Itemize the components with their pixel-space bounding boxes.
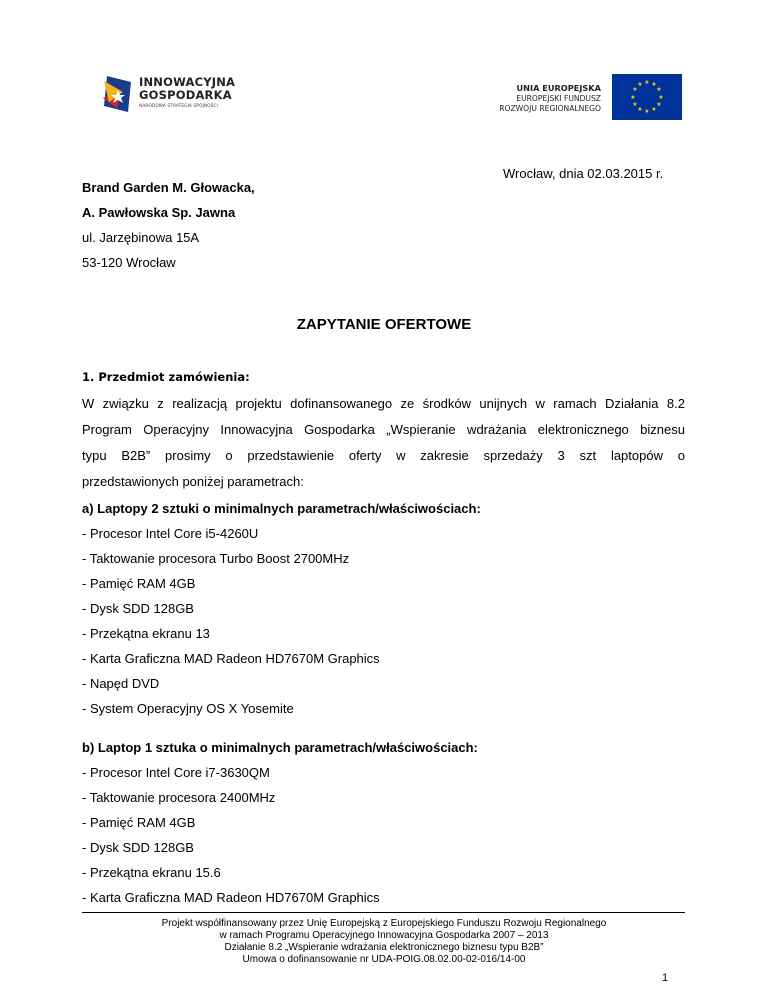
logo-title-line-1: INNOWACYJNA: [139, 75, 236, 89]
spec-item: - Napęd DVD: [82, 676, 160, 691]
spec-item: - Dysk SDD 128GB: [82, 840, 194, 855]
spec-item: - Dysk SDD 128GB: [82, 601, 194, 616]
svg-text:★: ★: [651, 106, 657, 113]
section-1-intro: [82, 391, 685, 495]
svg-text:★: ★: [656, 101, 662, 108]
logo-subtitle: NARODOWA STRATEGIA SPÓJNOŚCI: [139, 104, 218, 109]
section-1-heading: 1. Przedmiot zamówienia:: [82, 370, 250, 384]
svg-text:★: ★: [630, 94, 636, 101]
svg-text:★: ★: [656, 86, 662, 93]
ig-logo-mark-icon: [101, 72, 135, 116]
logo-title-line-2: GOSPODARKA: [139, 88, 232, 102]
intro-line: Program Operacyjny Innowacyjna Gospodarka „Wspieranie wdrażania elektronicznego biznesu: [82, 422, 685, 437]
svg-text:★: ★: [637, 81, 643, 88]
svg-text:★: ★: [632, 86, 638, 93]
group-b-heading: b) Laptop 1 sztuka o minimalnych parametrach/właściwościach:: [82, 740, 478, 755]
eu-fund-line: EUROPEJSKI FUNDUSZ: [516, 93, 601, 103]
svg-text:★: ★: [632, 101, 638, 108]
eu-fund-logo-text: [499, 83, 601, 115]
intro-line: W związku z realizacją projektu dofinansowanego ze środków unijnych w ramach Działania 8.2: [82, 396, 685, 411]
sender-city: 53-120 Wrocław: [82, 255, 176, 270]
spec-item: - Karta Graficzna MAD Radeon HD7670M Graphics: [82, 651, 380, 666]
spec-item: - Karta Graficzna MAD Radeon HD7670M Graphics: [82, 890, 380, 905]
spec-item: - Taktowanie procesora Turbo Boost 2700MHz: [82, 551, 350, 566]
spec-item: - System Operacyjny OS X Yosemite: [82, 701, 294, 716]
eu-flag-icon: [612, 74, 682, 120]
spec-item: - Procesor Intel Core i5-4260U: [82, 526, 259, 541]
spec-item: - Pamięć RAM 4GB: [82, 815, 196, 830]
place-and-date: Wrocław, dnia 02.03.2015 r.: [503, 166, 664, 181]
spec-item: - Procesor Intel Core i7-3630QM: [82, 765, 270, 780]
footer-line: Działanie 8.2 „Wspieranie wdrażania elektronicznego biznesu typu B2B”: [224, 942, 544, 953]
svg-text:★: ★: [644, 108, 650, 115]
document-title: ZAPYTANIE OFERTOWE: [296, 316, 472, 333]
footer-line: Projekt współfinansowany przez Unię Europejską z Europejskiego Funduszu Rozwoju Regionalnego: [161, 918, 607, 929]
group-a-heading: a) Laptopy 2 sztuki o minimalnych parametrach/właściwościach:: [82, 501, 481, 516]
innowacyjna-gospodarka-logo: [101, 70, 261, 120]
footer-line: w ramach Programu Operacyjnego Innowacyjna Gospodarka 2007 – 2013: [219, 930, 549, 941]
spec-item: - Pamięć RAM 4GB: [82, 576, 196, 591]
spec-item: - Przekątna ekranu 13: [82, 626, 210, 641]
footer-divider: [82, 912, 685, 913]
svg-text:★: ★: [651, 81, 657, 88]
svg-text:★: ★: [637, 106, 643, 113]
sender-name-1: Brand Garden M. Głowacka,: [82, 180, 255, 195]
page-number: 1: [662, 972, 669, 984]
intro-line: przedstawionych poniżej parametrach:: [82, 474, 304, 489]
eu-title: UNIA EUROPEJSKA: [516, 83, 601, 93]
footer-line: Umowa o dofinansowanie nr UDA-POIG.08.02.00-02-016/14-00: [242, 954, 526, 965]
logo-title: [139, 76, 235, 102]
eu-regional-line: ROZWOJU REGIONALNEGO: [499, 104, 601, 113]
svg-text:★: ★: [644, 79, 650, 86]
spec-item: - Taktowanie procesora 2400MHz: [82, 790, 276, 805]
intro-line: typu B2B” prosimy o przedstawienie oferty w zakresie sprzedaży 3 szt laptopów o: [82, 448, 685, 463]
spec-item: - Przekątna ekranu 15.6: [82, 865, 221, 880]
sender-street: ul. Jarzębinowa 15A: [82, 230, 200, 245]
sender-name-2: A. Pawłowska Sp. Jawna: [82, 205, 236, 220]
svg-text:★: ★: [658, 94, 664, 101]
